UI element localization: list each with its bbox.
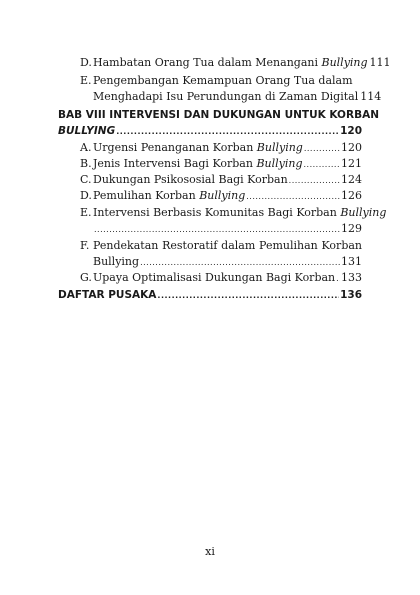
chapter-page: 120	[340, 125, 362, 137]
toc-item-letter: D.	[80, 56, 92, 69]
toc-item-text: Dukungan Psikososial Bagi Korban	[93, 173, 288, 186]
toc-item-text: Urgensi Penanganan Korban Bullying	[93, 141, 303, 154]
toc-item-letter: C.	[80, 173, 92, 186]
leader-dots	[289, 173, 340, 188]
page-number: xi	[205, 545, 215, 558]
toc-item-page: 120	[341, 141, 362, 154]
chapter-title-line2: BULLYING	[58, 125, 116, 137]
toc-item[interactable]	[93, 188, 362, 204]
toc-item-page: 114	[360, 90, 382, 103]
leader-dots	[116, 124, 339, 139]
leader-dots	[304, 141, 340, 156]
leader-dots	[246, 189, 340, 204]
bibliography-page: 136	[340, 289, 362, 301]
chapter-title[interactable]	[58, 108, 379, 123]
toc-item[interactable]	[93, 156, 362, 172]
toc-item-italic: Bullying	[340, 206, 387, 219]
toc-item-letter: E.	[80, 206, 92, 219]
toc-item[interactable]	[93, 221, 362, 237]
toc-item[interactable]	[93, 89, 382, 105]
toc-item-text: Pengembangan Kemampuan Orang Tua dalam	[93, 74, 353, 87]
toc-item-page: 111	[369, 56, 391, 69]
toc-item-page: 131	[341, 255, 362, 268]
toc-item-letter: B.	[80, 157, 92, 170]
toc-item-page: 121	[341, 157, 362, 170]
leader-dots	[140, 255, 340, 270]
toc-item-text: Intervensi Berbasis Komunitas Bagi Korban	[93, 206, 341, 219]
toc-item-letter: A.	[80, 141, 92, 154]
toc-item-letter: E.	[80, 74, 92, 87]
toc-item[interactable]	[93, 172, 362, 188]
toc-item[interactable]	[93, 55, 391, 71]
toc-item-page: 129	[341, 222, 362, 235]
toc-item-text: Menghadapi Isu Perundungan di Zaman Digital	[93, 90, 359, 103]
toc-item-text: Pemulihan Korban Bullying	[93, 189, 246, 202]
toc-item-line1[interactable]	[93, 73, 362, 88]
leader-dots	[336, 271, 340, 286]
toc-item-text: Bullying	[93, 255, 140, 268]
toc-item-text: Hambatan Orang Tua dalam Menangani Bullying	[93, 56, 368, 69]
toc-item-page: 124	[341, 173, 362, 186]
toc-item-page: 126	[341, 189, 362, 202]
toc-item-letter: D.	[80, 189, 92, 202]
leader-dots	[94, 222, 340, 237]
toc-item-text: Pendekatan Restoratif dalam Pemulihan Korban	[93, 239, 362, 252]
toc-item-text: Jenis Intervensi Bagi Korban Bullying	[93, 157, 303, 170]
chapter-row[interactable]	[58, 124, 362, 139]
toc-item[interactable]	[93, 140, 362, 156]
toc-item-line1[interactable]	[93, 238, 362, 253]
chapter-title-line1: BAB VIII INTERVENSI DAN DUKUNGAN UNTUK KORBAN	[58, 109, 379, 121]
leader-dots	[157, 288, 339, 303]
toc-item-page: 133	[341, 271, 362, 284]
toc-item-line1[interactable]	[93, 205, 386, 220]
leader-dots	[304, 157, 341, 172]
toc-item[interactable]	[93, 254, 362, 270]
toc-item-text: Upaya Optimalisasi Dukungan Bagi Korban	[93, 271, 336, 284]
toc-item-letter: F.	[80, 239, 90, 252]
bibliography-title: DAFTAR PUSAKA	[58, 289, 157, 301]
toc-item[interactable]	[93, 270, 362, 286]
bibliography-row[interactable]	[58, 288, 362, 303]
toc-item-letter: G.	[80, 271, 92, 284]
